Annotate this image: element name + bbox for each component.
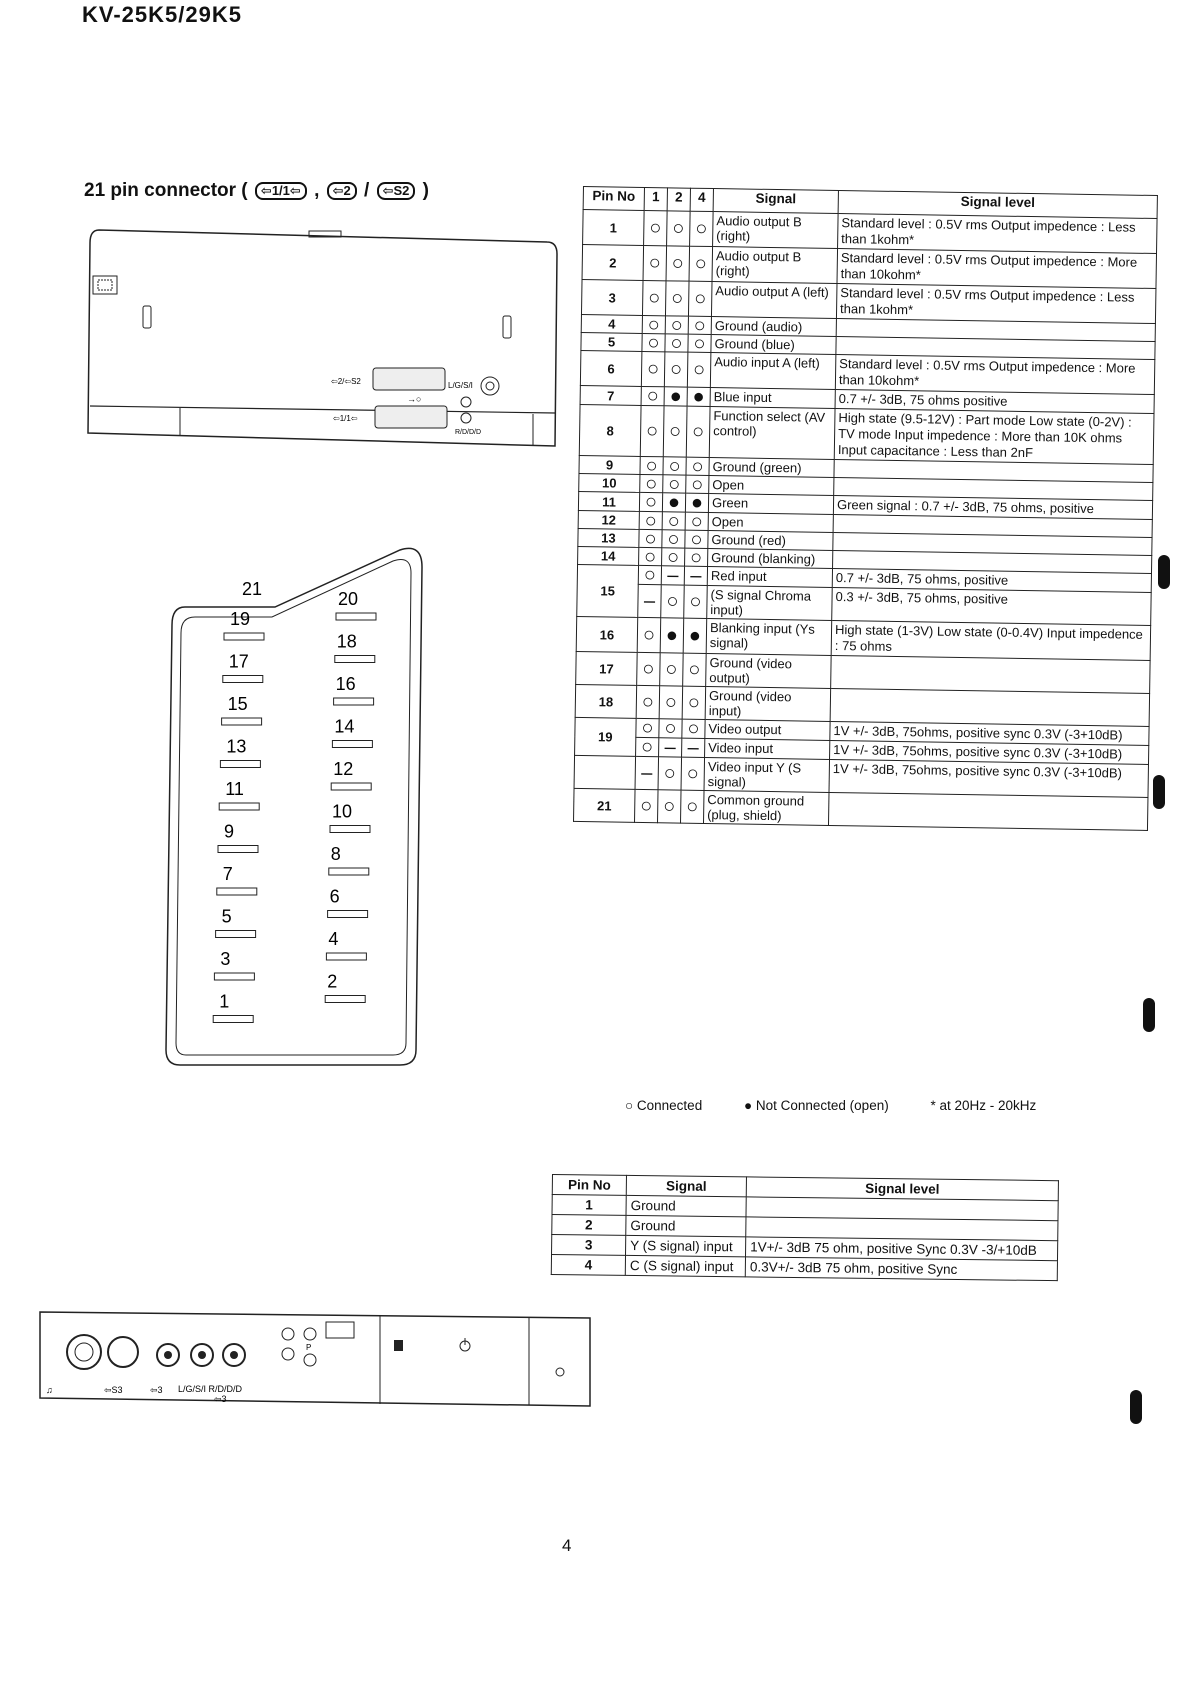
legend-not-connected: ● Not Connected (open) [743,1098,889,1113]
rear-av1-label: ⇦1/1⇦ [333,414,358,423]
legend-connected: ○ Connected [625,1098,703,1113]
pin-number: 9 [579,455,640,474]
signal-name: Video input Y (S signal) [704,757,830,792]
pin-label-even: 18 [336,631,357,652]
pin-number: 8 [579,404,641,456]
signal-name: Open [708,513,833,533]
signal-name: Green [708,494,833,515]
pin-label-even: 20 [338,589,359,609]
punch-hole-mark [1143,998,1155,1032]
pin-number: 7 [580,385,641,405]
signal-name: Video input [705,738,830,759]
connection-mark-c4: ○ [689,246,713,281]
connector-title-slash: / [364,180,370,201]
front-headphone-label: ♫ [46,1385,53,1395]
connection-mark-c1: ○ [638,565,661,584]
signal-level: Green signal : 0.7 +/- 3dB, 75 ohms, positive [833,495,1152,519]
pin-slot [336,613,376,620]
connection-mark-c1: ○ [635,789,659,822]
pin-label-odd: 1 [219,991,230,1012]
signal-name: Audio output B (right) [712,247,838,284]
connection-mark-c2: ○ [663,406,687,457]
signal-name: Audio output A (left) [711,282,837,319]
connection-mark-c4: ○ [688,334,711,352]
power-switch-icon [556,1368,564,1376]
pin-number: 3 [581,279,643,315]
connection-mark-c1: ○ [639,529,662,547]
signal-name: Ground [626,1195,746,1216]
signal-name: Ground [626,1215,746,1236]
header-col-2: 2 [667,188,690,211]
pin-number [574,755,636,789]
pin-label-odd: 7 [222,864,233,884]
pin-slot [223,676,263,683]
connection-mark-c4: ○ [688,316,711,334]
pin-label-even: 16 [335,674,356,694]
connection-mark-c1: – [638,584,662,617]
connection-mark-c1: ○ [639,511,662,529]
connection-mark-c1: ○ [641,351,665,386]
scart-pin-diagram [160,545,450,1075]
connection-mark-c1: ○ [644,210,668,245]
pin-slot [331,783,371,790]
pin-number: 13 [578,528,639,547]
pin-slot [332,741,372,748]
connection-mark-c1: ○ [641,386,664,405]
pin-label-21: 21 [242,579,263,599]
signal-level: High state (9.5-12V) : Part mode Low state (0-2V) : TV mode Input impedence : More than 10K ohms Input capacitance : Less than 2nF [834,408,1154,464]
pin-label-even: 6 [329,886,340,907]
rear-av2-label: ⇦2/⇦S2 [331,377,361,386]
connection-mark-c4: ○ [684,585,708,618]
pin-label-odd: 5 [221,906,232,927]
punch-hole-mark [1158,555,1170,589]
connection-mark-c4: ○ [681,757,705,790]
connection-mark-c4: ● [683,618,707,653]
pin-slot [218,846,258,853]
pin-label-even: 2 [327,971,338,992]
rear-lgs-label: L/G/S/I [448,381,473,390]
connection-mark-c1: ○ [640,405,664,456]
front-lgs-label: L/G/S/I R/D/D/D [178,1384,243,1394]
signal-level: Standard level : 0.5V rms Output impedence : Less than 1kohm* [838,214,1158,254]
connection-mark-c4: ○ [685,548,708,566]
pin-label-even: 14 [334,716,355,737]
connection-mark-c2: ● [660,618,684,653]
page-number: 4 [562,1536,572,1555]
pin-number: 18 [575,684,637,718]
connection-mark-c4: ○ [688,281,712,316]
pin-slot [213,1016,253,1023]
connection-mark-c4: – [684,566,707,585]
signal-name: (S signal Chroma input) [707,586,833,621]
pin-slot [214,973,254,980]
connection-mark-c4: – [682,738,705,757]
connection-mark-c2: ○ [659,719,682,738]
pin-number: 16 [576,616,638,652]
signal-name: Open [709,476,834,496]
connection-mark-c2: ○ [660,653,684,686]
pin-slot [325,996,365,1003]
pin-label-odd: 15 [227,694,248,714]
signal-level: 0.7 +/- 3dB, 75 ohms positive [835,389,1154,413]
connection-mark-c2: ○ [666,246,690,281]
signal-name: Audio input A (left) [710,353,836,390]
pin-label-even: 8 [330,844,341,864]
table-row [579,404,1154,464]
signal-name: C (S signal) input [625,1255,745,1276]
pin-number: 17 [576,651,638,685]
signal-name: Ground (green) [709,458,834,478]
connection-mark-c1: ○ [642,333,665,351]
connection-mark-c2: ○ [658,757,682,790]
signal-level: 1V +/- 3dB, 75ohms, positive sync 0.3V (-3+10dB) [830,740,1149,764]
scart-1-symbol: ⇦1/1⇦ [255,182,307,200]
pin-label-odd: 17 [228,651,249,672]
connector-title-sep: , [314,180,320,201]
pin-number: 2 [582,245,644,281]
signal-level [828,792,1147,830]
signal-name: Function select (AV control) [709,407,835,460]
pin-number: 19 [575,717,637,756]
header-signal-level: Signal level [838,191,1157,219]
signal-name: Ground (video output) [706,653,832,688]
connection-mark-c1: ○ [639,492,662,511]
front-3-label: ⇦3 [150,1385,163,1395]
pin-number: 2 [552,1215,626,1236]
connection-mark-c1: ○ [636,718,659,737]
pin-number: 6 [580,350,642,386]
connection-mark-c1: ○ [637,617,661,652]
connection-mark-c4: ○ [686,457,709,475]
pin-slot [222,718,262,725]
connection-mark-c4: ○ [685,512,708,530]
connection-mark-c4: ○ [685,530,708,548]
pin-label-odd: 11 [225,779,244,799]
signal-name: Blue input [710,388,835,409]
svideo-2-symbol: ⇦S2 [377,182,416,200]
header-signal: Signal [626,1175,746,1196]
connection-mark-c1: ○ [643,245,667,280]
signal-name: Ground (video input) [705,686,831,721]
connection-mark-c4: ○ [687,352,711,387]
connection-mark-c1: ○ [636,685,660,718]
connector-title-lead: 21 pin connector ( [84,180,248,201]
header-pin-no: Pin No [552,1175,626,1196]
pin-number: 14 [578,546,639,565]
signal-level: High state (1-3V) Low state (0-0.4V) Input impedence : 75 ohms [831,620,1151,660]
pin-number: 11 [578,491,639,511]
pin-slot [328,911,368,918]
connection-mark-c4: ● [687,387,710,406]
legend [625,1098,1036,1113]
connection-mark-c2: ○ [664,352,688,387]
connection-mark-c4: ○ [681,790,705,823]
pin-slot [217,888,257,895]
scart-table-body [574,210,1158,831]
pin-label-even: 4 [328,929,339,949]
signal-name: Video output [705,719,830,740]
connection-mark-c2: ○ [663,457,686,475]
pin-slot [326,953,366,960]
header-col-4: 4 [690,188,713,211]
header-signal: Signal [713,189,838,214]
connection-mark-c2: ○ [662,548,685,566]
connection-mark-c1: ○ [637,652,661,685]
pin-number: 10 [579,473,640,492]
pin-slot [219,803,259,810]
signal-level: 0.7 +/- 3dB, 75 ohms, positive [832,568,1151,592]
signal-name: Ground (red) [708,531,833,551]
pin-number: 1 [552,1195,626,1216]
connection-mark-c2: – [661,566,684,585]
pin-label-odd: 9 [224,821,235,842]
connection-mark-c2: ● [664,387,687,406]
scart-2-symbol: ⇦2 [327,182,357,200]
pin-label-even: 12 [333,759,354,779]
signal-name: Y (S signal) input [626,1235,746,1256]
pin-number: 1 [583,210,645,246]
front-s3-label: ⇦S3 [104,1385,123,1395]
header-signal-level: Signal level [746,1177,1058,1201]
pin-slot [334,698,374,705]
connection-mark-c2: ○ [658,790,682,823]
signal-level: Standard level : 0.5V rms Output impedence : More than 10kohm* [835,354,1155,394]
pin-label-odd: 13 [226,736,247,757]
connector-title [84,180,429,202]
connection-mark-c4: ● [685,493,708,512]
connection-mark-c1: ○ [642,315,665,333]
signal-name: Red input [707,567,832,588]
signal-level: 0.3V+/- 3dB 75 ohm, positive Sync [745,1257,1057,1281]
connection-mark-c2: ○ [665,316,688,334]
connection-mark-c1: ○ [640,456,663,474]
pin-slot [330,826,370,833]
connection-mark-c1: – [635,756,659,789]
signal-level: 0.3 +/- 3dB, 75 ohms, positive [832,587,1151,625]
connection-mark-c1: ○ [640,474,663,492]
signal-name: Blanking input (Ys signal) [706,618,832,655]
signal-name: Common ground (plug, shield) [704,790,830,825]
signal-name: Ground (audio) [711,317,836,337]
pin-slots [213,589,376,1023]
pin-label-even: 10 [332,801,353,822]
legend-note: * at 20Hz - 20kHz [930,1098,1037,1113]
connection-mark-c1: ○ [639,547,662,565]
rear-panel-diagram [85,228,565,458]
pin-label-odd: 3 [220,949,231,969]
signal-level: 1V +/- 3dB, 75ohms, positive sync 0.3V (-3+10dB) [830,721,1149,745]
connection-mark-c2: ● [662,493,685,512]
connection-mark-c2: ○ [659,686,683,719]
pin-number: 15 [577,564,639,617]
connection-mark-c1: ○ [636,737,659,756]
signal-level [831,655,1150,693]
signal-level: Standard level : 0.5V rms Output impedence : More than 10kohm* [837,249,1157,289]
pin-number: 5 [581,332,642,351]
connection-mark-c4: ○ [686,406,710,457]
front-3b-label: ⇦3 [214,1394,227,1404]
signal-name: Ground (blanking) [708,549,833,569]
pin-slot [216,931,256,938]
rear-arrow-label: →○ [407,394,422,404]
connection-mark-c4: ○ [686,475,709,493]
connection-mark-c4: ○ [682,719,705,738]
pin-number: 3 [552,1235,626,1256]
connection-mark-c4: ○ [682,686,706,719]
punch-hole-mark [1153,775,1165,809]
connection-mark-c2: ○ [663,475,686,493]
punch-hole-mark [1130,1390,1142,1424]
connector-title-tail: ) [422,180,429,201]
connection-mark-c2: ○ [665,281,689,316]
pin-slot [220,761,260,768]
signal-level: 1V+/- 3dB 75 ohm, positive Sync 0.3V -3/+10dB [746,1237,1058,1261]
pin-number: 4 [551,1255,625,1276]
pin-number: 21 [574,788,636,822]
connection-mark-c1: ○ [642,280,666,315]
header-col-1: 1 [644,187,667,210]
model-header: KV-25K5/29K5 [82,2,242,27]
pin-number: 4 [581,314,642,333]
pin-label-odd: 19 [230,609,251,629]
connection-mark-c2: ○ [661,585,685,618]
signal-level: 1V +/- 3dB, 75ohms, positive sync 0.3V (-3+10dB) [829,759,1148,797]
signal-level: Standard level : 0.5V rms Output impedence : Less than 1kohm* [836,284,1156,324]
connection-mark-c2: ○ [667,211,691,246]
connection-mark-c4: ○ [690,211,714,246]
svideo-table-body [551,1195,1058,1281]
front-panel-diagram [38,1310,593,1410]
svideo-pin-table [551,1174,1059,1281]
connection-mark-c2: ○ [662,512,685,530]
scart-pin-table [573,186,1158,831]
pin-slot [329,868,369,875]
header-pin-no: Pin No [583,187,644,211]
front-p-label: P [306,1343,312,1352]
signal-name: Ground (blue) [711,335,836,355]
connection-mark-c2: ○ [665,334,688,352]
connection-mark-c4: ○ [683,653,707,686]
pin-slot [335,656,375,663]
rear-rddd-label: R/D/D/D [455,429,482,436]
signal-name: Audio output B (right) [713,212,839,249]
connection-mark-c2: ○ [662,530,685,548]
pin-number: 12 [578,510,639,529]
pin-slot [224,633,264,640]
signal-level [830,688,1149,726]
connection-mark-c2: – [659,738,682,757]
